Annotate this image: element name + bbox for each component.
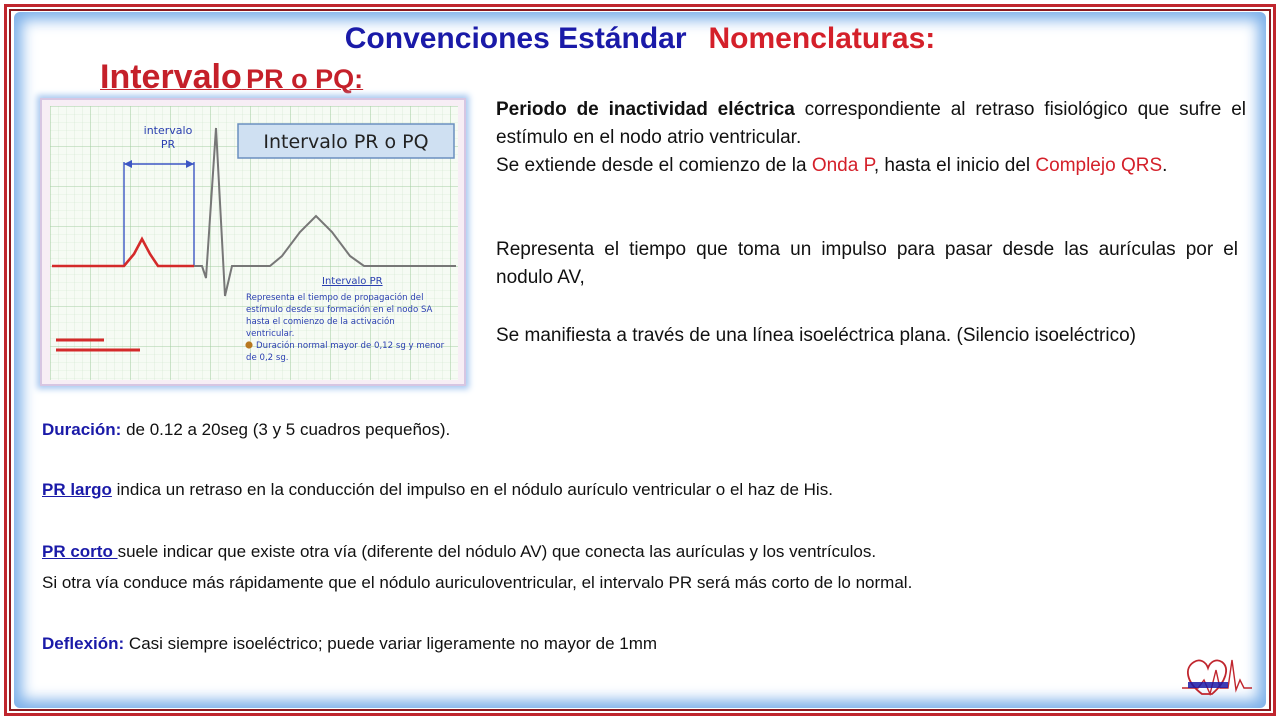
figure-title: Intervalo PR o PQ <box>263 131 429 153</box>
pr-corto-text: suele indicar que existe otra vía (diferente del nódulo AV) que conecta las aurículas y los ventrículos. <box>117 542 877 561</box>
ecg-diagram <box>50 106 458 380</box>
deflexion-label: Deflexión: <box>42 634 125 653</box>
complejo-qrs-term: Complejo QRS <box>1035 155 1163 176</box>
section-heading-small: PR o PQ: <box>246 64 364 94</box>
note-line-2: estímulo desde su formación en el nodo SA <box>246 305 433 315</box>
paragraph-isoelectric: Se manifiesta a través de una línea isoeléctrica plana. (Silencio isoeléctrico) <box>496 325 1136 346</box>
note-line-3: hasta el comienzo de la activación <box>246 317 395 327</box>
definition-rest: correspondiente al retraso fisiológico que sufre el estímulo en el nodo atrio ventricular. <box>496 99 1246 148</box>
note-bullet-line2: de 0,2 sg. <box>246 353 289 363</box>
note-bullet-line1: Duración normal mayor de 0,12 sg y menor <box>256 341 445 351</box>
duracion-label: Duración: <box>42 420 122 439</box>
ecg-figure <box>40 98 466 386</box>
deflexion-text: Casi siempre isoeléctrico; puede variar ligeramente no mayor de 1mm <box>124 634 658 653</box>
extent-period: . <box>1162 155 1168 176</box>
pr-largo-label: PR largo <box>42 480 112 499</box>
paragraph-definition <box>496 96 1246 180</box>
pr-corto-line <box>42 542 876 562</box>
note-line-1: Representa el tiempo de propagación del <box>246 293 424 303</box>
deflexion-line <box>42 634 657 654</box>
pr-largo-text: indica un retraso en la conducción del impulso en el nódulo aurículo ventricular o el haz de His. <box>111 480 833 499</box>
title-convenciones: Convenciones Estándar <box>344 22 687 55</box>
note-title: Intervalo PR <box>322 276 383 287</box>
duracion-text: de 0.12 a 20seg (3 y 5 cuadros pequeños). <box>121 420 451 439</box>
extent-text-a: Se extiende desde el comienzo de la <box>496 155 812 176</box>
bracket-label-line1: intervalo <box>143 124 193 137</box>
heart-ecg-logo-icon <box>1182 650 1252 700</box>
section-heading-large: Intervalo <box>100 58 242 96</box>
paragraph-represents: Representa el tiempo que toma un impulso para pasar desde las aurículas por el nodulo AV, <box>496 239 1238 288</box>
bracket-label-line2: PR <box>160 138 176 151</box>
pr-corto-label: PR corto <box>42 542 118 561</box>
onda-p-term: Onda P <box>811 155 874 176</box>
page-title <box>0 22 1280 56</box>
section-heading <box>100 58 363 97</box>
definition-bold: Periodo de inactividad eléctrica <box>496 99 795 120</box>
duracion-line <box>42 420 450 440</box>
title-nomenclaturas: Nomenclaturas: <box>708 22 936 55</box>
pr-corto-line-2: Si otra vía conduce más rápidamente que el nódulo auriculoventricular, el intervalo PR será más corto de lo normal. <box>42 573 913 592</box>
note-line-4: ventricular. <box>246 329 295 339</box>
bullet-icon <box>245 341 252 348</box>
extent-text-b: , hasta el inicio del <box>873 155 1036 176</box>
pr-largo-line <box>42 480 833 500</box>
